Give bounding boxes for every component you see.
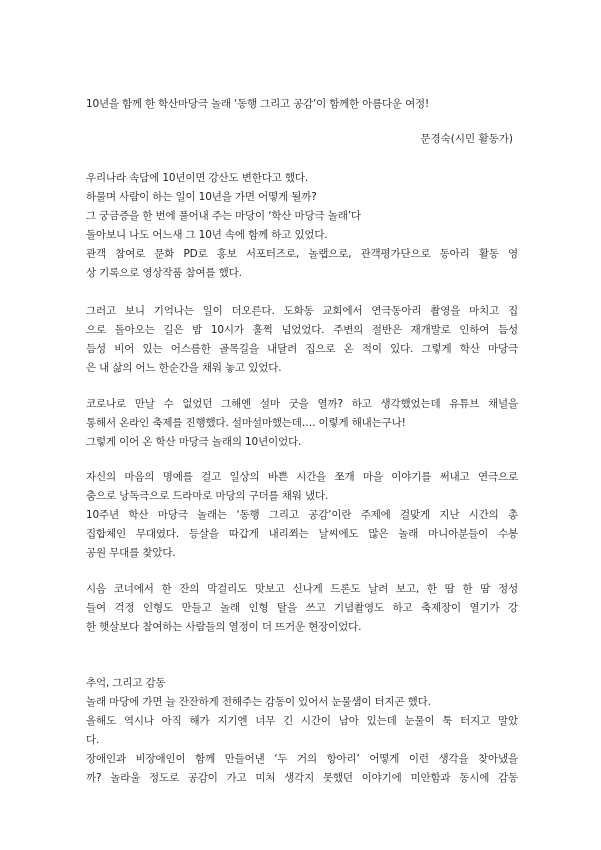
text-line: 그러고 보니 기억나는 일이 더오른다. 도화동 교회에서 연극동아리 촬영을 마치고 집 [86, 305, 518, 317]
text-line: 그렇게 이어 온 학산 마당극 놀래의 10년이었다. [86, 436, 302, 448]
text-line: 하물며 사람이 하는 일이 10년을 가면 어떻게 될까? [86, 191, 317, 203]
text-line: 춤으로 낭독극으로 드라마로 마당의 구더를 채워 냈다. [86, 490, 329, 502]
text-line: 장애인과 비장애인이 함께 만들어낸 ‘두 거의 항아리’ 어떻게 이런 생각을 찾아냈을 [86, 753, 518, 765]
text-line: 그 궁금증을 한 번에 풀어내 주는 마당이 ‘학산 마당극 놀래’다 [86, 210, 361, 222]
text-line: 으로 돌아오는 길은 밤 10시가 훌쩍 넘었었다. 주변의 절반은 재개발로 인하여 듬성 [86, 324, 518, 336]
text-line: 공원 무대를 찾았다. [86, 547, 176, 559]
text-line: 자신의 마음의 명예를 걸고 일상의 바쁜 시간을 쪼개 마을 이야기를 써내고 연극으로 [86, 471, 518, 483]
text-line: 코로나로 만날 수 없었던 그해엔 설마 굿을 열까? 하고 생각했었는데 유튜브 채널을 [86, 398, 518, 410]
text-line: 듬성 비어 있는 어스름한 골목길을 내달려 집으로 온 적이 있다. 그렇게 학산 마당극 [86, 343, 518, 355]
document-title: 10년을 함께 한 학산마당극 놀래 ‘동행 그리고 공감’이 함께한 아름다운 여정! [86, 98, 429, 110]
text-line: 10주년 학산 마당극 놀래는 ‘동행 그리고 공감’이란 주제에 걸맞게 지난 시간의 총 [86, 509, 518, 521]
text-line: 까? 놀라울 정도로 공감이 가고 미처 생각지 못했던 이야기에 미안함과 동시에 감동 [86, 772, 518, 784]
text-line: 시음 코너에서 한 잔의 막걸리도 맛보고 신나게 드론도 날려 보고, 한 땀 한 땀 정성 [86, 583, 518, 595]
text-line: 은 내 삶의 어느 한순간을 채워 놓고 있었다. [86, 362, 282, 374]
text-line: 통해서 온라인 축제를 진행했다. 설마설마했는데…. 이렇게 해내는구나! [86, 417, 406, 429]
text-line: 다. [86, 734, 100, 746]
text-line: 들여 걱정 인형도 만들고 놀래 인형 탈을 쓰고 기념촬영도 하고 축제장이 열기가 강 [86, 602, 518, 614]
author-byline: 문경숙(시민 활동가) [420, 133, 513, 145]
section-heading: 추억, 그리고 감동 [86, 677, 166, 689]
text-line: 한 햇살보다 참여하는 사람들의 열정이 더 뜨거운 현장이었다. [86, 621, 362, 633]
text-line: 올해도 역시나 아직 해가 지기엔 너무 긴 시간이 남아 있는데 눈물이 툭 터지고 말았 [86, 715, 518, 727]
text-line: 집합체인 무대였다. 등살을 따갑게 내리쬐는 날씨에도 많은 놀래 마니아분들이 수봉 [86, 528, 518, 540]
text-line: 관객 참여로 문화 PD로 홍보 서포터즈로, 놀랩으로, 관객평가단으로 동아리 활동 영 [86, 248, 518, 260]
text-line: 돌아보니 나도 어느새 그 10년 속에 함께 하고 있었다. [86, 229, 328, 241]
text-line: 상 기록으로 영상작품 참여를 했다. [86, 267, 242, 279]
text-line: 우리나라 속담에 10년이면 강산도 변한다고 했다. [86, 172, 309, 184]
text-line: 놀래 마당에 가면 늘 잔잔하게 전해주는 감동이 있어서 눈물샘이 터지곤 했다. [86, 696, 431, 708]
